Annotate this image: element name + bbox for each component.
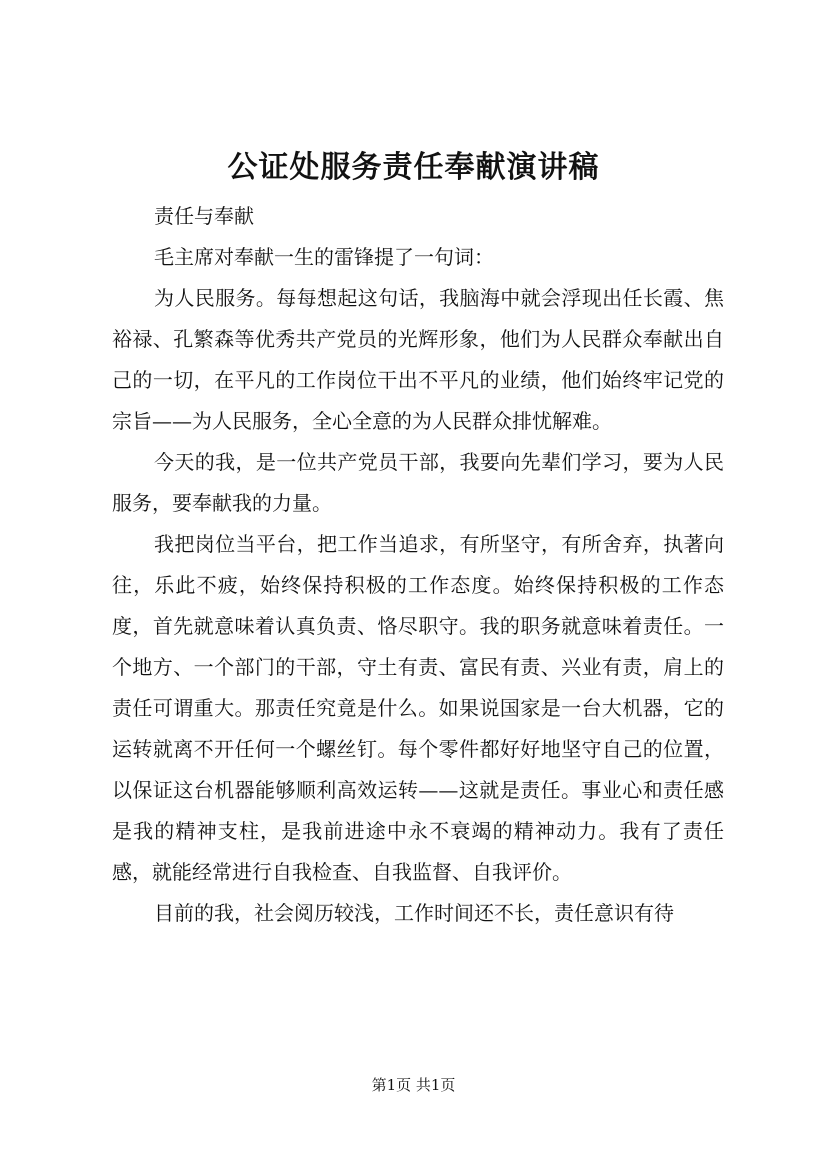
paragraph-serve-people: 为人民服务。每每想起这句话，我脑海中就会浮现出任长霞、焦裕禄、孔繁森等优秀共产党员的光辉形象，他们为人民群众奉献出自己的一切，在平凡的工作岗位干出不平凡的业绩，他们始终牢记党的宗旨——为人民服务，全心全意的为人民群众排忧解难。 bbox=[112, 286, 724, 433]
paragraph-responsibility: 我把岗位当平台，把工作当追求，有所坚守，有所舍弃，执著向往，乐此不疲，始终保持积极的工作态度。始终保持积极的工作态度，首先就意味着认真负责、恪尽职守。我的职务就意味着责任。一个地方、一个部门的干部，守土有责、富民有责、兴业有责，肩上的责任可谓重大。那责任究竟是什么。如果说国家是一台大机器，它的运转就离不开任何一个螺丝钉。每个零件都好好地坚守自己的位置，以保证这台机器能够顺利高效运转——这就是责任。事业心和责任感是我的精神支柱，是我前进途中永不衰竭的精神动力。我有了责任感，就能经常进行自我检查、自我监督、自我评价。 bbox=[112, 532, 724, 884]
paragraph-quote-intro: 毛主席对奉献一生的雷锋提了一句词： bbox=[154, 245, 494, 269]
paragraph-subtitle: 责任与奉献 bbox=[154, 204, 254, 228]
document-body bbox=[112, 196, 724, 934]
page-footer: 第1页 共1页 bbox=[371, 1076, 456, 1094]
paragraph-current: 目前的我，社会阅历较浅，工作时间还不长，责任意识有待 bbox=[154, 901, 674, 925]
document-title: 公证处服务责任奉献演讲稿 bbox=[227, 150, 600, 185]
paragraph-today: 今天的我，是一位共产党员干部，我要向先辈们学习，要为人民服务，要奉献我的力量。 bbox=[112, 450, 724, 515]
